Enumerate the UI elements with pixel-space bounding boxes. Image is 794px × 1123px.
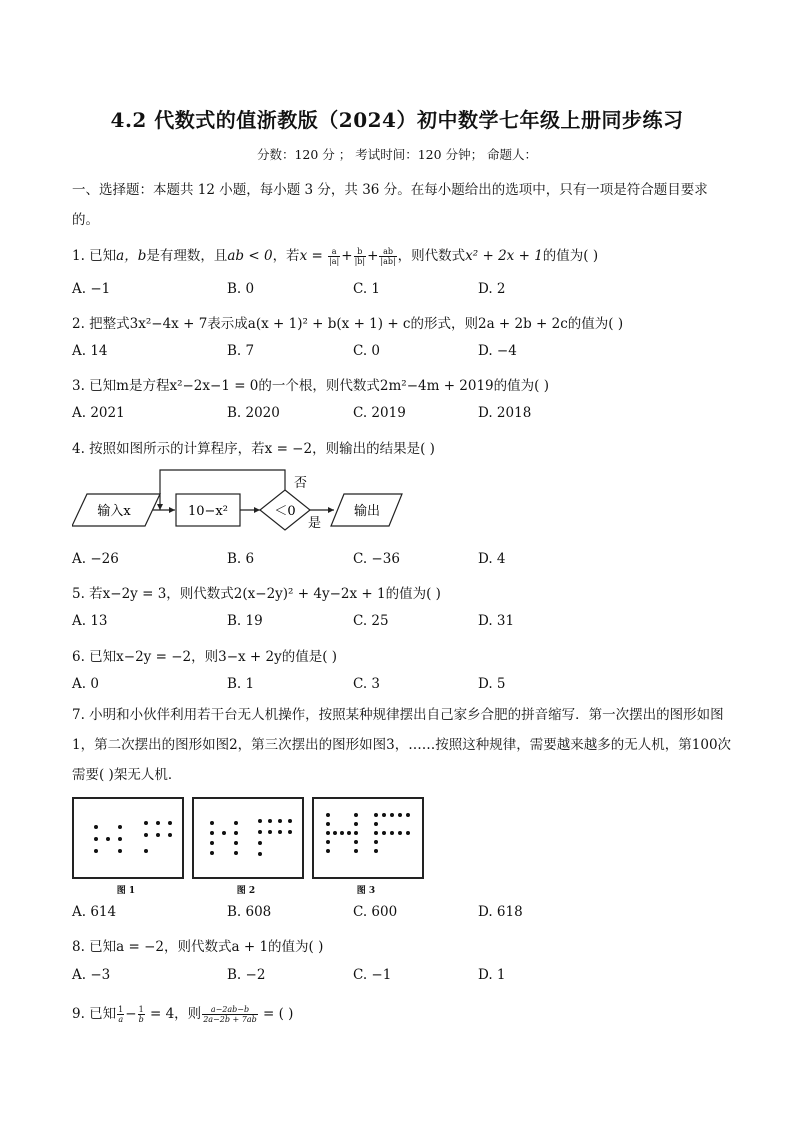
fraction-1-over-a: $\frac{1}{a}$: [118, 1005, 124, 1024]
options-q1: [72, 281, 732, 301]
drone-dot: [374, 822, 378, 826]
drone-dot: [168, 821, 172, 825]
option-d[interactable]: D. 2018: [478, 405, 532, 421]
question-6: 6. 已知x−2y = −2，则3−x + 2y的值是( ): [72, 649, 338, 665]
option-a[interactable]: A. 2021: [72, 405, 125, 421]
drone-dot: [268, 819, 272, 823]
option-a[interactable]: A. 0: [72, 676, 99, 692]
drone-dot: [374, 840, 378, 844]
drone-dot: [326, 813, 330, 817]
drone-dot: [340, 831, 344, 835]
option-b[interactable]: B. −2: [227, 967, 266, 983]
page-title: 4.2 代数式的值浙教版（2024）初中数学七年级上册同步练习: [110, 108, 684, 132]
options-q4: [72, 551, 732, 571]
drone-dot: [390, 831, 394, 835]
option-c[interactable]: C. 1: [353, 281, 381, 297]
drone-dot: [382, 831, 386, 835]
drone-dot: [288, 830, 292, 834]
drone-dot: [374, 831, 378, 835]
exam-info: 分数：120 分 ； 考试时间：120 分钟； 命题人：: [256, 147, 538, 162]
drone-dot: [234, 831, 238, 835]
drone-dot: [354, 813, 358, 817]
drone-dot: [326, 840, 330, 844]
drone-dot: [144, 833, 148, 837]
fraction-ab-over-abs-ab: $\frac{ab}{|ab|}$: [380, 247, 396, 266]
option-b[interactable]: B. 7: [227, 343, 255, 359]
question-1: 1. 已知a，b是有理数，且ab < 0，若x = $\frac{a}{|a|}$ + $\frac{b}{|b|}$ + $\frac{ab}{|ab|}$ ，则代数式x² + 2x + 1的值为( ): [72, 247, 599, 266]
options-q7: [72, 904, 732, 924]
drone-dot: [406, 813, 410, 817]
drone-dot: [374, 813, 378, 817]
option-c[interactable]: C. 25: [353, 613, 389, 629]
drone-dot: [333, 831, 337, 835]
question-3: 3. 已知m是方程x²−2x−1 = 0的一个根，则代数式2m²−4m + 2019的值为( ): [72, 378, 549, 394]
drone-dot: [94, 837, 98, 841]
option-d[interactable]: D. −4: [478, 343, 517, 359]
option-c[interactable]: C. 3: [353, 676, 381, 692]
option-b[interactable]: B. 2020: [227, 405, 280, 421]
question-5: 5. 若x−2y = 3，则代数式2(x−2y)² + 4y−2x + 1的值为( ): [72, 586, 441, 602]
figure-3-caption: 图 3: [356, 886, 376, 896]
drone-dot: [106, 837, 110, 841]
drone-dot: [390, 813, 394, 817]
drone-dot: [234, 851, 238, 855]
drone-dot: [168, 833, 172, 837]
drone-dot: [398, 831, 402, 835]
drone-dot: [94, 825, 98, 829]
drone-dot: [398, 813, 402, 817]
drone-dot: [288, 819, 292, 823]
option-c[interactable]: C. 2019: [353, 405, 406, 421]
option-b[interactable]: B. 19: [227, 613, 263, 629]
option-b[interactable]: B. 0: [227, 281, 255, 297]
drone-dot: [156, 821, 160, 825]
no-label: 否: [294, 476, 308, 491]
option-d[interactable]: D. 5: [478, 676, 506, 692]
drone-dot: [326, 849, 330, 853]
drone-dot: [144, 849, 148, 853]
figure-1-caption: 图 1: [116, 886, 136, 896]
option-a[interactable]: A. −3: [72, 967, 111, 983]
option-d[interactable]: D. 618: [478, 904, 523, 920]
drone-dot: [144, 821, 148, 825]
figure-2-box: [192, 797, 304, 879]
option-b[interactable]: B. 6: [227, 551, 255, 567]
drone-dot: [222, 831, 226, 835]
figure-2-caption: 图 2: [236, 886, 256, 896]
fraction-a-over-abs-a: $\frac{a}{|a|}$: [329, 247, 340, 266]
drone-dot: [278, 830, 282, 834]
option-d[interactable]: D. 4: [478, 551, 506, 567]
drone-dot: [234, 841, 238, 845]
drone-dot: [347, 831, 351, 835]
drone-dot: [258, 830, 262, 834]
drone-dot: [326, 822, 330, 826]
question-7: 7. 小明和小伙伴利用若干台无人机操作，按照某种规律摆出自己家乡合肥的拼音缩写．第一次摆出的图形如图1，第二次摆出的图形如图2，第三次摆出的图形如图3，……按照这种规律，需要越来越多的无人机，第100次需要( )架无人机．: [72, 707, 732, 783]
drone-dot: [118, 825, 122, 829]
flowchart-diagram: [72, 466, 412, 536]
figure-3-box: [312, 797, 424, 879]
option-d[interactable]: D. 31: [478, 613, 515, 629]
option-a[interactable]: A. 14: [72, 343, 108, 359]
fraction-b-over-abs-b: $\frac{b}{|b|}$: [354, 247, 366, 266]
input-label: 输入x: [97, 504, 131, 519]
drone-dot: [258, 852, 262, 856]
fraction-1-over-b: $\frac{1}{b}$: [138, 1005, 144, 1024]
option-b[interactable]: B. 608: [227, 904, 272, 920]
option-a[interactable]: A. 13: [72, 613, 108, 629]
drone-dot: [326, 831, 330, 835]
drone-dot: [258, 819, 262, 823]
drone-dot: [210, 841, 214, 845]
question-2: 2. 把整式3x²−4x + 7表示成a(x + 1)² + b(x + 1) + c的形式，则2a + 2b + 2c的值为( ): [72, 316, 624, 332]
option-b[interactable]: B. 1: [227, 676, 255, 692]
drone-dot: [210, 831, 214, 835]
options-q3: [72, 405, 732, 425]
option-a[interactable]: A. −1: [72, 281, 111, 297]
options-q8: [72, 967, 732, 987]
option-d[interactable]: D. 2: [478, 281, 506, 297]
condition-label: ＜0: [274, 504, 296, 519]
options-q2: [72, 343, 732, 363]
fraction-q9: $\frac{a-2ab-b}{2a-2b + 7ab}$: [203, 1005, 257, 1024]
drone-dot: [156, 833, 160, 837]
option-c[interactable]: C. −36: [353, 551, 400, 567]
yes-label: 是: [308, 516, 322, 531]
drone-dot: [354, 849, 358, 853]
drone-dot: [94, 849, 98, 853]
options-q5: [72, 613, 732, 633]
section-heading: 一、选择题：本题共 12 小题，每小题 3 分，共 36 分。在每小题给出的选项中，只有一项是符合题目要求的。: [72, 182, 708, 228]
option-c[interactable]: C. 600: [353, 904, 398, 920]
option-c[interactable]: C. −1: [353, 967, 392, 983]
option-d[interactable]: D. 1: [478, 967, 506, 983]
question-9: 9. 已知 $\frac{1}{a}$ − $\frac{1}{b}$ = 4，则 $\frac{a-2ab-b}{2a-2b + 7ab}$ = ( ): [72, 1005, 294, 1024]
drone-dot: [278, 819, 282, 823]
drone-dot: [118, 837, 122, 841]
drone-dot: [382, 813, 386, 817]
option-a[interactable]: A. −26: [72, 551, 119, 567]
drone-dot: [354, 840, 358, 844]
question-8: 8. 已知a = −2，则代数式a + 1的值为( ): [72, 939, 324, 955]
option-a[interactable]: A. 614: [72, 904, 117, 920]
figure-1-box: [72, 797, 184, 879]
drone-dot: [210, 821, 214, 825]
option-c[interactable]: C. 0: [353, 343, 381, 359]
drone-dot: [258, 841, 262, 845]
output-label: 输出: [353, 504, 381, 519]
drone-dot: [374, 849, 378, 853]
drone-dot: [268, 830, 272, 834]
drone-dot: [354, 822, 358, 826]
drone-dot: [406, 831, 410, 835]
question-4: 4. 按照如图所示的计算程序，若x = −2，则输出的结果是( ): [72, 441, 435, 457]
options-q6: [72, 676, 732, 696]
drone-dot: [210, 851, 214, 855]
drone-dot: [118, 849, 122, 853]
drone-dot: [234, 821, 238, 825]
drone-dot: [354, 831, 358, 835]
process-label: 10−x²: [188, 504, 228, 519]
